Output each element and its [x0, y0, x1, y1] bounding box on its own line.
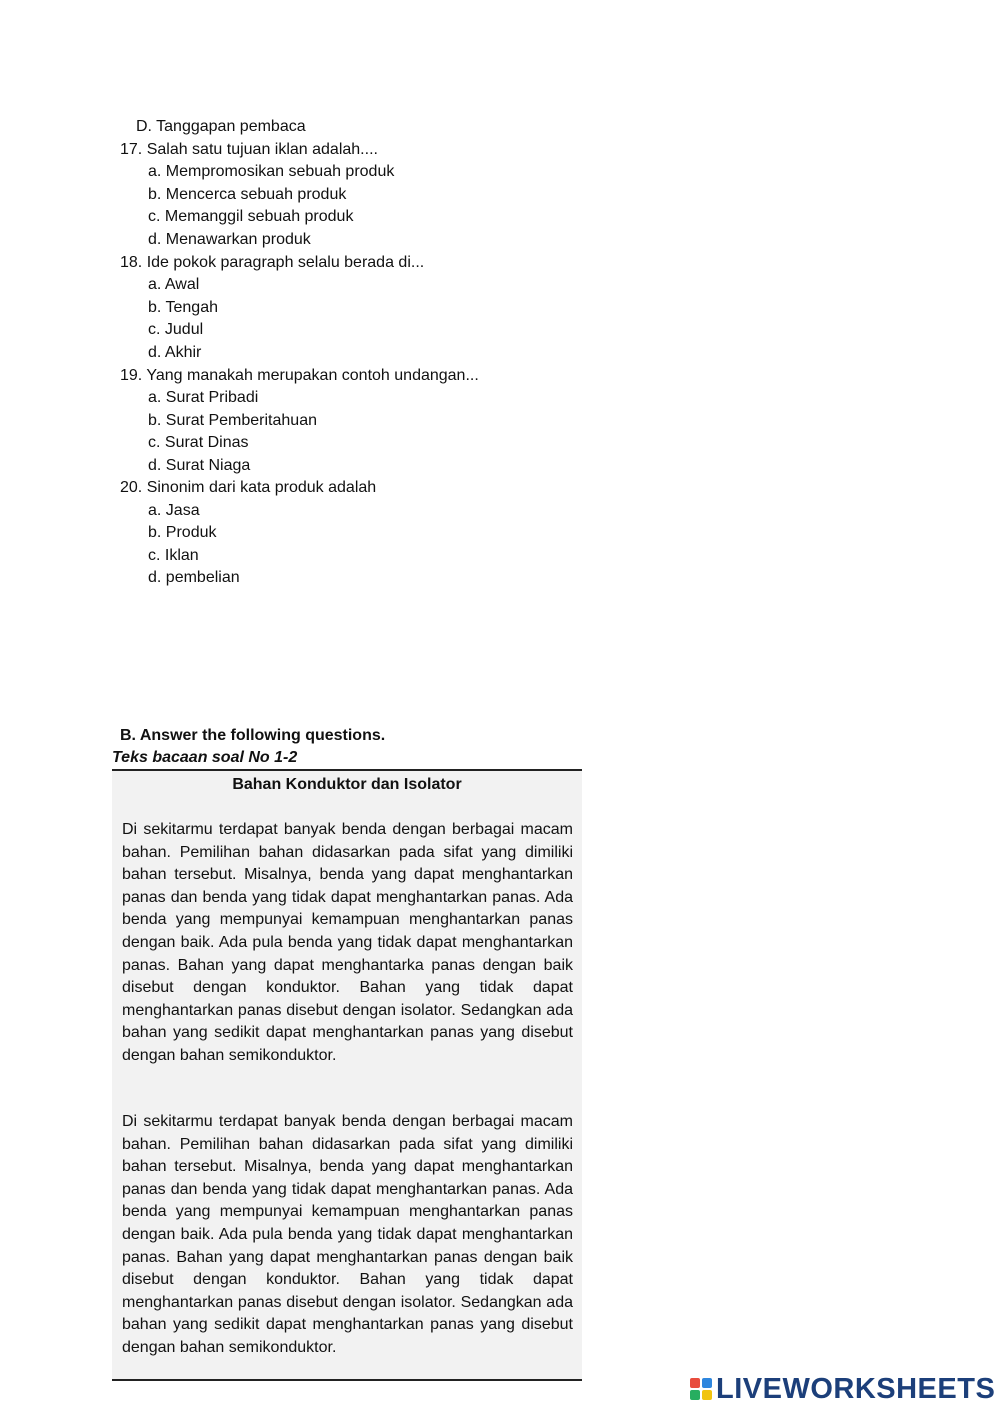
reading-passage — [112, 769, 582, 1381]
q19-option-d: d. Surat Niaga — [148, 457, 251, 474]
q19-option-a: a. Surat Pribadi — [148, 389, 259, 406]
q19-option-c: c. Surat Dinas — [148, 434, 249, 451]
liveworksheets-brand — [690, 1373, 995, 1405]
question-18: 18. Ide pokok paragraph selalu berada di... — [120, 254, 425, 271]
q17-option-c: c. Memanggil sebuah produk — [148, 208, 354, 225]
question-17: 17. Salah satu tujuan iklan adalah.... — [120, 141, 378, 158]
q17-option-b: b. Mencerca sebuah produk — [148, 186, 347, 203]
q17-option-a: a. Mempromosikan sebuah produk — [148, 163, 395, 180]
liveworksheets-logo-icon — [690, 1378, 712, 1400]
section-b-heading: B. Answer the following questions. — [120, 727, 386, 744]
q18-option-b: b. Tengah — [148, 299, 218, 316]
q20-option-b: b. Produk — [148, 524, 217, 541]
q18-option-d: d. Akhir — [148, 344, 202, 361]
passage-title: Bahan Konduktor dan Isolator — [232, 776, 462, 793]
option-d-previous: D. Tanggapan pembaca — [136, 118, 306, 135]
logo-square-red — [690, 1378, 700, 1388]
logo-square-blue — [702, 1378, 712, 1388]
passage-paragraph-2: Di sekitarmu terdapat banyak benda dengan berbagai macam bahan. Pemilihan bahan didasarkan pada sifat yang dimiliki bahan tersebut. Misalnya, benda yang dapat menghantarkan panas dan benda yang tidak dapat menghantarkan panas. Ada benda yang mempunyai kemampuan menghantarkan panas dengan baik. Ada pula benda yang tidak dapat menghantarkan panas. Bahan yang dapat menghantarkan panas dengan baik disebut dengan konduktor. Bahan yang tidak dapat menghantarkan panas disebut dengan isolator. Sedangkan ada bahan yang sedikit dapat menghantarkan panas yang disebut dengan bahan semikonduktor. — [122, 1113, 573, 1356]
question-20: 20. Sinonim dari kata produk adalah — [120, 479, 377, 496]
q17-option-d: d. Menawarkan produk — [148, 231, 311, 248]
passage-paragraph-1: Di sekitarmu terdapat banyak benda dengan berbagai macam bahan. Pemilihan bahan didasarkan pada sifat yang dimiliki bahan tersebut. Misalnya, benda yang dapat menghantarkan panas dan benda yang tidak dapat menghantarkan panas. Ada benda yang mempunyai kemampuan menghantarkan panas dengan baik. Ada pula benda yang tidak dapat menghantarkan panas. Bahan yang dapat menghantarka panas dengan baik disebut dengan konduktor. Bahan yang tidak dapat menghantarkan panas disebut dengan isolator. Sedangkan ada bahan yang sedikit dapat menghantarkan panas yang disebut dengan bahan semikonduktor. — [122, 821, 573, 1064]
q20-option-c: c. Iklan — [148, 547, 199, 564]
q20-option-d: d. pembelian — [148, 569, 240, 586]
brand-name: LIVEWORKSHEETS — [716, 1372, 996, 1405]
passage-subheading: Teks bacaan soal No 1-2 — [112, 749, 298, 766]
q19-option-b: b. Surat Pemberitahuan — [148, 412, 317, 429]
logo-square-yellow — [702, 1390, 712, 1400]
q20-option-a: a. Jasa — [148, 502, 200, 519]
q18-option-c: c. Judul — [148, 321, 204, 338]
question-19: 19. Yang manakah merupakan contoh undangan... — [120, 367, 479, 384]
q18-option-a: a. Awal — [148, 276, 200, 293]
logo-square-green — [690, 1390, 700, 1400]
